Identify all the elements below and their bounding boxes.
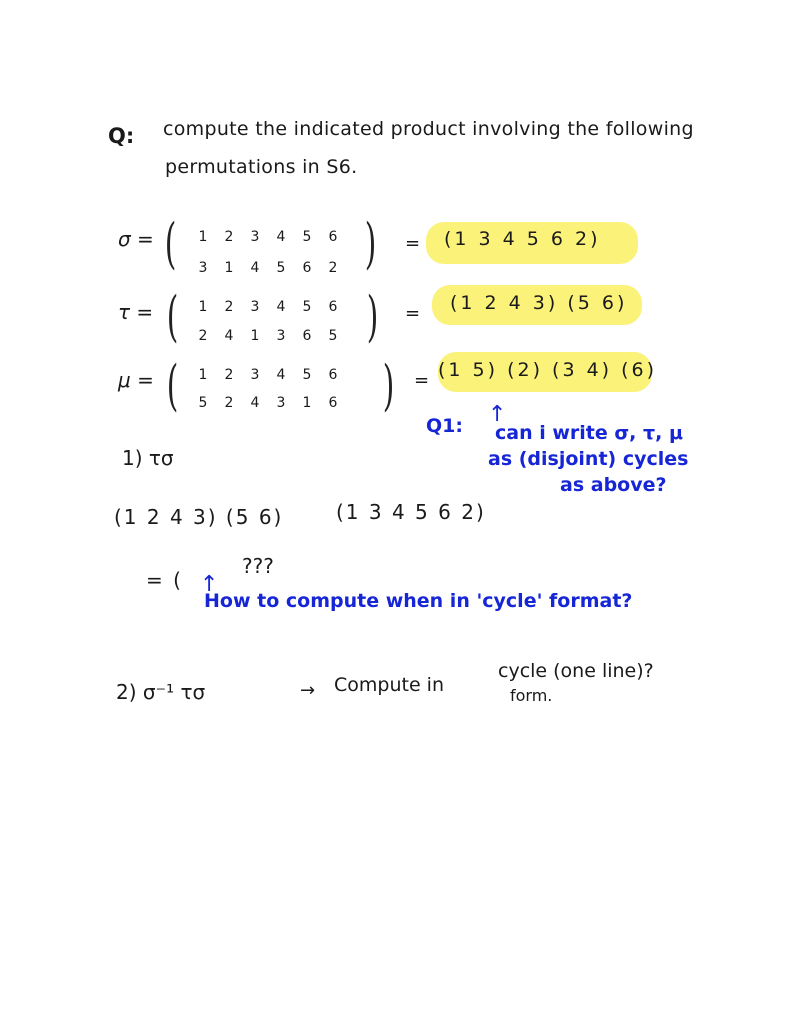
matrix-cell: 2 (224, 299, 234, 315)
matrix-cell: 6 (328, 395, 338, 411)
matrix-cell: 6 (302, 260, 312, 276)
problem-1-result-prefix: = ( (146, 568, 183, 592)
problem-2-form-text: form. (510, 686, 553, 705)
mu-top-row (190, 367, 346, 383)
matrix-cell: 6 (328, 299, 338, 315)
tau-right-paren: ) (366, 285, 379, 348)
matrix-cell: 6 (328, 229, 338, 245)
sigma-cycle: (1 3 4 5 6 2) (444, 228, 601, 250)
problem-1-sigma-cycle: (1 3 4 5 6 2) (336, 500, 486, 524)
tau-equals: = (405, 303, 421, 324)
matrix-cell: 5 (276, 260, 286, 276)
how-arrow-icon: ↑ (200, 572, 219, 597)
matrix-cell: 1 (302, 395, 312, 411)
matrix-cell: 1 (250, 328, 260, 344)
matrix-cell: 5 (302, 229, 312, 245)
problem-2-text: Compute in (334, 674, 445, 696)
how-to-compute-note: How to compute when in 'cycle' format? (204, 590, 633, 612)
sigma-equals: = (405, 233, 421, 254)
matrix-cell: 5 (302, 367, 312, 383)
question-line-2: permutations in S6. (165, 156, 358, 178)
problem-2-label: 2) σ⁻¹ τσ (116, 680, 206, 704)
tau-left-paren: ( (166, 285, 179, 348)
q1-arrow-icon: ↑ (488, 402, 507, 427)
mu-left-paren: ( (166, 354, 179, 417)
problem-2-cycle-text: cycle (one line)? (498, 660, 654, 682)
sigma-left-paren: ( (164, 212, 177, 275)
matrix-cell: 2 (224, 229, 234, 245)
tau-bottom-row (190, 328, 346, 344)
matrix-cell: 6 (328, 367, 338, 383)
tau-top-row (190, 299, 346, 315)
tau-cycle: (1 2 4 3) (5 6) (450, 292, 628, 314)
matrix-cell: 1 (198, 229, 208, 245)
sigma-bottom-row (190, 260, 346, 276)
mu-right-paren: ) (382, 354, 395, 417)
q1-label: Q1: (426, 415, 463, 437)
matrix-cell: 3 (250, 367, 260, 383)
q1-line-3: as above? (560, 474, 667, 496)
problem-1-tau-cycle: (1 2 4 3) (5 6) (114, 505, 284, 529)
mu-cycle: (1 5) (2) (3 4) (6) (438, 359, 658, 381)
mu-equals: = (414, 370, 430, 391)
matrix-cell: 3 (276, 328, 286, 344)
matrix-cell: 3 (250, 299, 260, 315)
matrix-cell: 5 (302, 299, 312, 315)
matrix-cell: 4 (276, 229, 286, 245)
q1-line-1: can i write σ, τ, μ (495, 422, 683, 444)
mu-bottom-row (190, 395, 346, 411)
matrix-cell: 5 (328, 328, 338, 344)
matrix-cell: 1 (224, 260, 234, 276)
matrix-cell: 4 (276, 367, 286, 383)
problem-1-unknown: ??? (242, 554, 274, 578)
matrix-cell: 2 (198, 328, 208, 344)
matrix-cell: 4 (276, 299, 286, 315)
q1-line-2: as (disjoint) cycles (488, 448, 689, 470)
matrix-cell: 1 (198, 367, 208, 383)
matrix-cell: 3 (276, 395, 286, 411)
matrix-cell: 4 (250, 260, 260, 276)
matrix-cell: 6 (302, 328, 312, 344)
matrix-cell: 1 (198, 299, 208, 315)
mu-symbol: μ = (118, 368, 154, 392)
sigma-right-paren: ) (364, 212, 377, 275)
matrix-cell: 3 (250, 229, 260, 245)
question-line-1: compute the indicated product involving the following (163, 118, 694, 140)
problem-2-arrow-icon: → (300, 680, 316, 701)
sigma-top-row (190, 229, 346, 245)
tau-symbol: τ = (118, 300, 154, 324)
matrix-cell: 2 (328, 260, 338, 276)
matrix-cell: 5 (198, 395, 208, 411)
matrix-cell: 2 (224, 395, 234, 411)
question-label: Q: (108, 124, 135, 148)
sigma-symbol: σ = (118, 227, 154, 251)
matrix-cell: 4 (224, 328, 234, 344)
problem-1-label: 1) τσ (122, 446, 174, 470)
matrix-cell: 3 (198, 260, 208, 276)
matrix-cell: 2 (224, 367, 234, 383)
matrix-cell: 4 (250, 395, 260, 411)
